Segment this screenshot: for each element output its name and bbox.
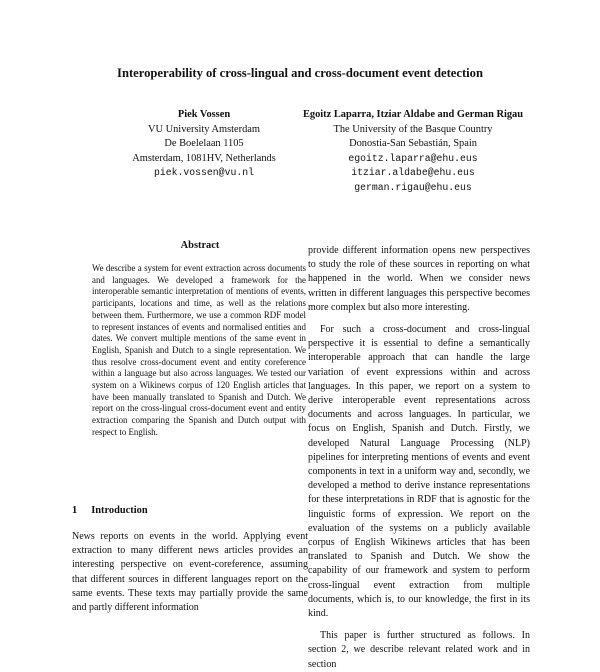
author-affiliation-line: Amsterdam, 1081HV, Netherlands — [132, 152, 276, 164]
author-affiliation-line: Donostia-San Sebastián, Spain — [349, 138, 477, 149]
section-heading — [72, 505, 148, 516]
abstract-text: We describe a system for event extraction across documents and languages. We developed a framework for the interoperable semantic interpretation of mentions of events, participants, locations and time, as well as the relations between them. Furthermore, we use a common RDF model to represent instances of events and normalised entities and dates. We convert multiple mentions of the same event in English, Spanish and Dutch to a single representation. We thus resolve cross-document event and entity coreference within a language but also across languages. We tested our system on a Wikinews corpus of 120 English articles that have been manually translated to Spanish and Dutch. We report on the cross-lingual cross-document event and entity extraction comparing the Spanish and Dutch output with respect to English. — [92, 263, 306, 437]
abstract-heading: Abstract — [180, 240, 220, 251]
section-title: Introduction — [91, 505, 148, 516]
section-number: 1 — [72, 505, 78, 516]
body-paragraph: For such a cross-document and cross-lingual perspective it is essential to define a semantically interoperable approach that can handle the large variation of event expressions within and across languages. In this paper, we report on a system to derive interoperable event representations across documents and across languages. In particular, we focus on English, Spanish and Dutch. Firstly, we developed Natural Language Processing (NLP) pipelines for interpreting mentions of events and event components in text in a uniform way and, secondly, we developed a method to derive instance representations for these interpretations in RDF that is agnostic for the linguistic forms of expression. We report on the evaluation of the systems on a publicly available corpus of English Wikinews articles that has been translated to Spanish and Dutch. We show the capability of our framework and system to perform cross-lingual event extraction from multiple documents, which is, to our knowledge, the first in its kind. — [308, 324, 530, 620]
body-paragraph: This paper is further structured as follows. In section 2, we describe relevant related work and in section — [308, 630, 530, 670]
author-email: german.rigau@ehu.eus — [354, 181, 472, 193]
body-paragraph: provide different information opens new perspectives to study the role of these sources in reporting on what happened in the world. When we consider news written in different languages this perspective becomes more complex but also more interesting. — [308, 245, 530, 313]
author-affiliation-line: The University of the Basque Country — [333, 123, 493, 135]
author-affiliation-line: VU University Amsterdam — [148, 123, 260, 135]
author-email: egoitz.laparra@ehu.eus — [348, 152, 478, 164]
paper-title: Interoperability of cross-lingual and cross-document event detection — [117, 66, 483, 80]
author-name: Piek Vossen — [177, 109, 231, 120]
author-affiliation-line: De Boelelaan 1105 — [164, 138, 244, 149]
author-block-2 — [296, 108, 530, 195]
body-paragraph: News reports on events in the world. Applying event extraction to many different news articles provides an interesting perspective on event-coreference, assuming that different sources in different languages report on the same events. These texts may partially provide the same and partly different information — [72, 531, 308, 614]
author-email: itziar.aldabe@ehu.eus — [351, 167, 475, 178]
author-name: Egoitz Laparra, Itziar Aldabe and German Rigau — [302, 109, 524, 120]
right-column — [308, 244, 530, 670]
author-email: piek.vossen@vu.nl — [154, 167, 254, 178]
author-block-1 — [104, 108, 304, 181]
